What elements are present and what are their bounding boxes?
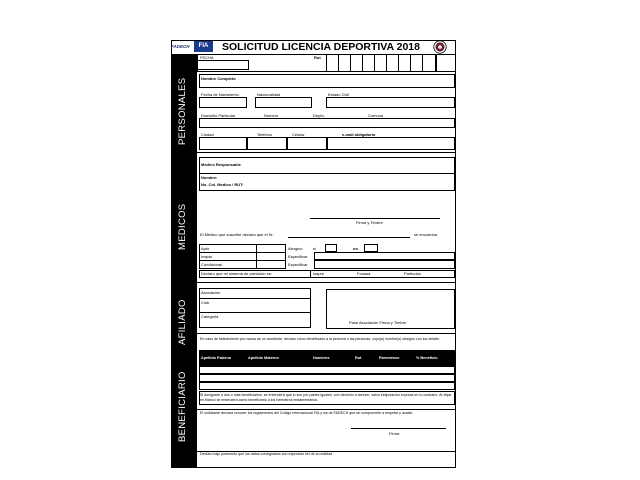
especificar2-label: Especificar [288, 262, 308, 267]
fia-logo: FIA [194, 41, 213, 52]
col-nombres: Nombres [313, 356, 330, 360]
domicilio-label: Domicilio Particular [201, 113, 236, 118]
alergico-no-checkbox[interactable] [364, 244, 378, 252]
especificar1-field[interactable] [314, 252, 455, 260]
inapto-label: Inapto [201, 254, 213, 259]
categoria-label: Categoria [201, 314, 219, 319]
numero-label: Número [264, 113, 279, 118]
rut-divider [362, 54, 363, 72]
rut-divider [374, 54, 375, 72]
seal-icon [432, 40, 448, 54]
section-divider [197, 282, 456, 283]
estado-civil-label: Estado Civil [328, 92, 350, 97]
col-parentesco: Parentesco [379, 356, 400, 360]
particular-label: Particular [404, 271, 421, 276]
rut-dv-field[interactable] [436, 54, 456, 72]
depto-label: Depto. [313, 113, 325, 118]
rut-divider [386, 54, 387, 72]
nacionalidad-label: Nacionalidad [257, 92, 281, 97]
fonasa-label: Fonasa [357, 271, 371, 276]
rut-label: Rut [314, 55, 321, 60]
declara-label: El Médico que suscribe declara que el Sr. [200, 232, 274, 237]
medico-nombre-label: Nombre: [201, 175, 218, 180]
encuentra-label: se encuentra [414, 232, 438, 237]
nombre-field[interactable] [199, 74, 455, 88]
fecha-field[interactable] [197, 60, 249, 70]
rut-divider [398, 54, 399, 72]
no-label: no [353, 246, 358, 251]
grid-line [199, 260, 286, 261]
celular-label: Celular [292, 132, 305, 137]
table-row[interactable] [199, 374, 455, 382]
email-field[interactable] [327, 137, 455, 150]
fecha-nac-field[interactable] [199, 97, 247, 108]
medico-colegio-label: No. Col. Medico / RUT: [201, 182, 244, 187]
section-divider [197, 409, 456, 410]
email-label: e-mail obligatorio [342, 132, 376, 137]
grid-line [256, 244, 257, 269]
medico-divider [199, 173, 455, 174]
fecha-label: FECHA [200, 55, 214, 60]
beneficiario-intro: En caso de fallecimiento por causa de un accidente, declaro como beneficiario a la persona o las personas, cuyo(s) nombre(s) designo con los detalle: [200, 337, 440, 341]
alergico-label: Alergico [288, 246, 303, 251]
si-label: si [313, 246, 316, 251]
grid-line [199, 298, 311, 299]
especificar2-field[interactable] [314, 260, 455, 269]
section-divider [197, 152, 456, 153]
section-label-medicos: MEDICOS [177, 203, 188, 250]
domicilio-field[interactable] [199, 118, 455, 128]
fecha-nac-label: Fecha de Nacimiento [201, 92, 239, 97]
isapre-label: Isapre [313, 271, 325, 276]
ciudad-field[interactable] [199, 137, 247, 150]
firma-line [310, 218, 440, 219]
grid-line [199, 312, 311, 313]
juramento-text: Declaro bajo juramento que los datos consignados son expresión fiel de la realidad [200, 452, 333, 456]
telefono-label: Teléfono [257, 132, 273, 137]
condicional-label: Condicional [201, 262, 222, 267]
rut-divider [350, 54, 351, 72]
firma-solicitante-line[interactable] [351, 428, 446, 429]
estado-civil-field[interactable] [326, 97, 455, 108]
table-row[interactable] [199, 366, 455, 374]
section-label-personales: PERSONALES [177, 77, 188, 145]
nacionalidad-field[interactable] [255, 97, 312, 108]
especificar1-label: Especificar [288, 254, 308, 259]
pase-label: Pase Asociación Firma y Timbre [349, 320, 407, 325]
club-label: Club [201, 300, 210, 305]
grid-line [199, 252, 286, 253]
asociacion-label: Asociación [201, 290, 221, 295]
section-divider [197, 333, 456, 334]
col-apellido-paterno: Apellido Paterno [201, 356, 232, 360]
col-rut: Rut [355, 356, 362, 360]
prevision-label: Declaro que mi sistema de previsión es: [201, 271, 272, 276]
fadech-logo: FADECH [171, 44, 190, 49]
alergico-si-checkbox[interactable] [325, 244, 337, 252]
col-apellido-materno: Apellido Materno [248, 356, 279, 360]
section-label-afiliado: AFILIADO [177, 299, 188, 345]
celular-field[interactable] [287, 137, 327, 150]
ciudad-label: Ciudad [201, 132, 214, 137]
rut-divider [338, 54, 339, 72]
declaracion-text: El solicitante declara conocer los reglamentos del Código Internacional FIA y los de FADECH que se compromete a respetar y acatar. [200, 411, 413, 415]
medico-responsable-label: Medico Responsable [201, 162, 241, 167]
comuna-label: Comuna [368, 113, 384, 118]
firma-label: Firma [389, 431, 400, 436]
beneficiario-clause: Si designare a dos o más beneficiarios, se entenderá que lo son por partes iguales, con derecho a acrecer, salvo estipulación expresa en lo contrario. Al dejar en blanco se entenderá como beneficiario a los herederos testamentarios. [200, 393, 452, 402]
apto-label: Apto [201, 246, 210, 251]
rut-field[interactable] [326, 54, 436, 72]
col-beneficio: % Beneficio [416, 356, 438, 360]
telefono-field[interactable] [247, 137, 287, 150]
declara-line[interactable] [288, 237, 410, 238]
section-label-beneficiario: BENEFICIARIO [177, 371, 188, 442]
grid-line [310, 270, 311, 278]
nombre-label: Nombre Completo [201, 76, 236, 81]
rut-divider [422, 54, 423, 72]
firma-timbre-label: Firma y Timbre [356, 220, 383, 225]
table-row[interactable] [199, 382, 455, 390]
page-title: SOLICITUD LICENCIA DEPORTIVA 2018 [222, 41, 420, 53]
rut-divider [410, 54, 411, 72]
